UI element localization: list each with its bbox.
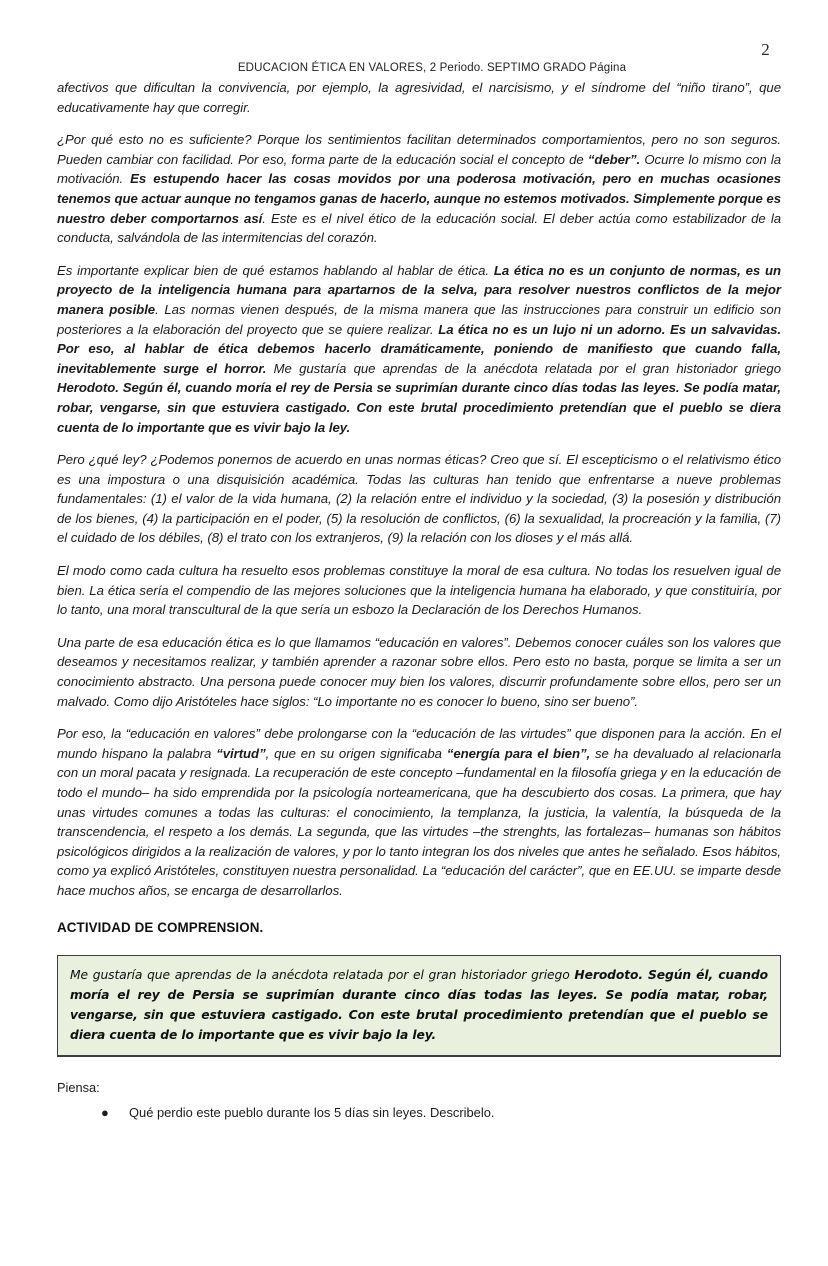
text-run: Ocurre lo mismo con la motivación. bbox=[57, 151, 782, 187]
running-head: EDUCACION ÉTICA EN VALORES, 2 Periodo. SEPTIMO GRADO Página bbox=[237, 62, 627, 74]
text-run: . Las normas vienen después, de la misma manera que las instrucciones para construir un edificio son posteriores a la elaboración del proyecto que se quiere realizar. bbox=[57, 301, 781, 337]
text-run: . Este es el nivel ético de la educación social. El deber actúa como estabilizador de la conducta, salvándola de las intermitencias del corazón. bbox=[57, 210, 781, 246]
emphasis-run: “energía para el bien”, bbox=[446, 745, 591, 761]
question-text: Qué perdio este pueblo durante los 5 días sin leyes. Describelo. bbox=[129, 1104, 495, 1120]
text-run: ¿Por qué esto no es suficiente? Porque los sentimientos facilitan determinados comportamientos, pero no son seguros. Pueden cambiar con facilidad. Por eso, forma parte de la educación social el concepto de bbox=[57, 132, 781, 167]
emphasis-run: Herodoto. Según él, cuando moría el rey de Persia se suprimían durante cinco días todas las leyes. Se podía matar, robar, vengarse, sin que estuviera castigado. Con este brutal procedimiento pretendían que el pueblo se diera cuenta de lo importante que es vivir bajo la ley. bbox=[70, 967, 768, 1042]
body-paragraph bbox=[57, 561, 781, 620]
highlighted-quote-box bbox=[57, 955, 781, 1057]
text-run: Me gustaría que aprendas de la anécdota relatada por el gran historiador griego bbox=[70, 967, 575, 982]
text-run: Me gustaría que aprendas de la anécdota relatada por el gran historiador griego bbox=[266, 360, 781, 376]
body-paragraph bbox=[57, 78, 781, 117]
bullet-icon: ● bbox=[101, 1104, 109, 1120]
text-run: , que en su origen significaba bbox=[265, 745, 447, 761]
text-run: Es importante explicar bien de qué estamos hablando al hablar de ética. bbox=[57, 262, 494, 278]
body-paragraph bbox=[57, 450, 781, 548]
paragraph-list bbox=[57, 78, 781, 901]
text-run: Pero ¿qué ley? ¿Podemos ponernos de acuerdo en unas normas éticas? Creo que sí. El escepticismo o el relativismo ético es una impostura o una disquisición académica. Todas las culturas han tenido que enfrentarse a nueve problemas fundamentales: (1) el valor de la vida humana, (2) la relación entre el individuo y la sociedad, (3) la posesión y distribución de los bienes, (4) la participación en el poder, (5) la resolución de conflictos, (6) la sexualidad, la procreación y la familia, (7) el cuidado de los débiles, (8) el trato con los extranjeros, (9) la relación con los dioses y el más allá. bbox=[57, 452, 781, 546]
body-paragraph bbox=[57, 633, 781, 711]
emphasis-run: Es estupendo hacer las cosas movidos por una poderosa motivación, pero en muchas ocasiones tenemos que actuar aunque no tengamos ganas de hacerlo, aunque no estemos motivados. Simplemente porque es nuestro deber comportarnos así bbox=[57, 171, 781, 226]
text-run: afectivos que dificultan la convivencia, por ejemplo, la agresividad, el narcisismo, y el síndrome del “niño tirano”, que educativamente hay que corregir. bbox=[57, 80, 781, 115]
emphasis-run: “virtud” bbox=[216, 745, 266, 761]
page-number: 2 bbox=[761, 40, 770, 59]
section-heading: ACTIVIDAD DE COMPRENSION. bbox=[57, 919, 264, 935]
text-run: Una parte de esa educación ética es lo que llamamos “educación en valores”. Debemos conocer cuáles son los valores que deseamos y necesitamos realizar, y también aprender a razonar sobre ellos. Pero esto no basta, porque se limita a ser un conocimiento abstracto. Una persona puede conocer muy bien los valores, discurrir profundamente sobre ellos, pero ser un malvado. Como dijo Aristóteles hace siglos: “Lo importante no es conocer lo bueno, sino ser bueno”. bbox=[57, 634, 781, 709]
piensa-label: Piensa: bbox=[57, 1079, 100, 1095]
text-run: El modo como cada cultura ha resuelto esos problemas constituye la moral de esa cultura. No todas los resuelven igual de bien. La ética sería el compendio de las mejores soluciones que la inteligencia humana ha elaborado, y que constituiría, por lo tanto, una moral transcultural de la que sería un esbozo la Declaración de los Derechos Humanos. bbox=[57, 563, 781, 618]
quote-text bbox=[70, 965, 768, 1045]
question-list bbox=[57, 1103, 781, 1122]
question-item bbox=[101, 1103, 781, 1122]
body-paragraph bbox=[57, 261, 781, 437]
document-body bbox=[57, 78, 781, 1122]
emphasis-run: La ética no es un conjunto de normas, es un proyecto de la inteligencia humana para apartarnos de la selva, para resolver nuestros conflictos de la mejor manera posible bbox=[57, 262, 781, 317]
emphasis-run: La ética no es un lujo ni un adorno. Es un salvavidas. Por eso, al hablar de ética debemos hacerlo dramáticamente, poniendo de manifiesto que cuando falla, inevitablemente surge el horror. bbox=[57, 321, 781, 376]
text-run: se ha devaluado al relacionarla con un moral pacata y resignada. La recuperación de este concepto –fundamental en la filosofía griega y en la educación de todo el mundo– ha sido emprendida por la psicología norteamericana, que ha descubierto dos cosas. La primera, que hay unas virtudes comunes a todas las culturas: el conocimiento, la templanza, la justicia, la valentía, la búsqueda de la transcendencia, el respeto a los demás. La segunda, que las virtudes –the strenghts, las fortalezas– humanas son hábitos psicológicos dirigidos a la realización de valores, y por lo tanto integran los dos niveles que antes he señalado. Esos hábitos, como ya explicó Aristóteles, constituyen nuestra personalidad. La “educación del carácter”, que en EE.UU. se imparte desde hace muchos años, se encarga de desarrollarlos. bbox=[57, 745, 781, 898]
body-paragraph bbox=[57, 724, 781, 900]
body-paragraph bbox=[57, 130, 781, 248]
text-run: Por eso, la “educación en valores” debe prolongarse con la “educación de las virtudes” que disponen para la acción. En el mundo hispano la palabra bbox=[57, 726, 781, 761]
emphasis-run: “deber”. bbox=[587, 151, 641, 167]
emphasis-run: Herodoto. Según él, cuando moría el rey de Persia se suprimían durante cinco días todas las leyes. Se podía matar, robar, vengarse, sin que estuviera castigado. Con este brutal procedimiento pretendían que el pueblo se diera cuenta de lo importante que es vivir bajo la ley. bbox=[57, 380, 781, 435]
